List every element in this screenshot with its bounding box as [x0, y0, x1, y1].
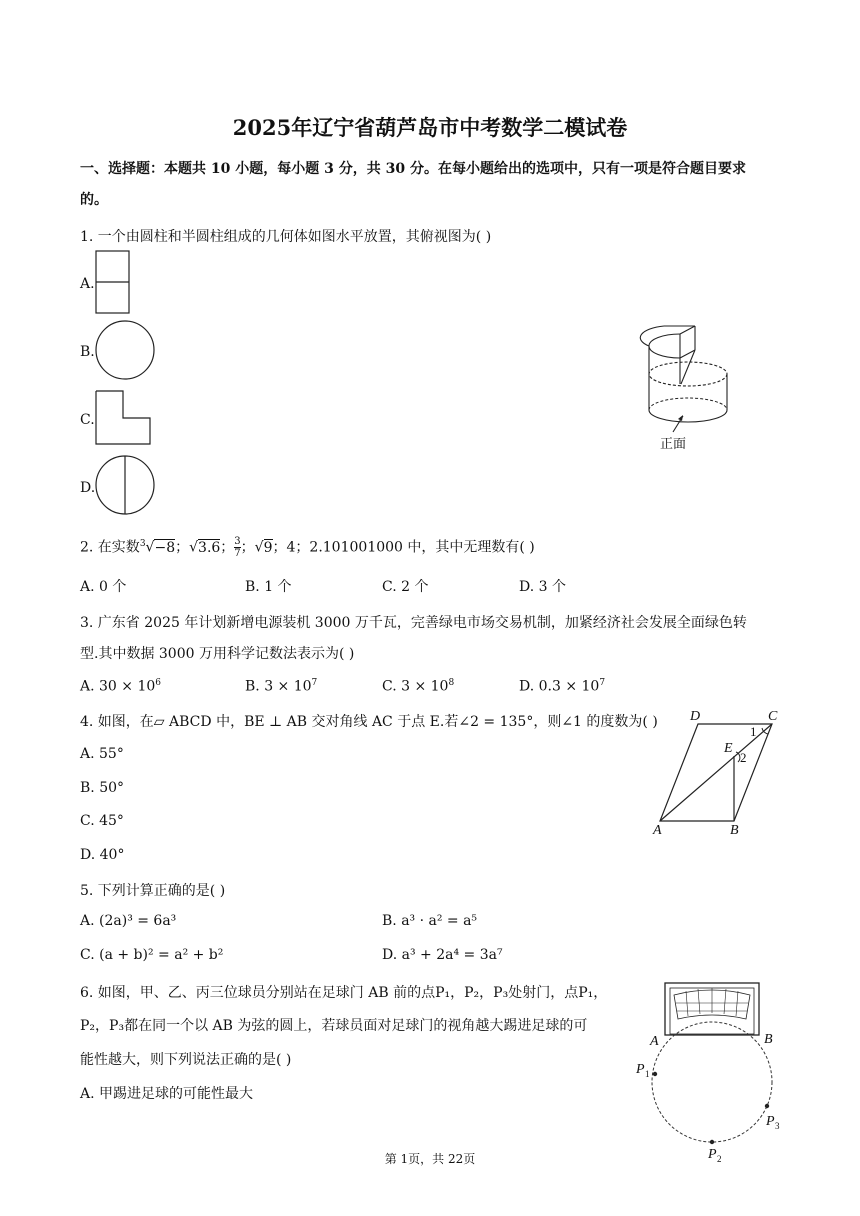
svg-text:2: 2 [717, 1154, 722, 1164]
q1-option-c-figure [95, 390, 153, 446]
q5-option-b: B. a³ · a² = a⁵ [382, 913, 478, 929]
page-title: 2025年辽宁省葫芦岛市中考数学二模试卷 [232, 115, 628, 140]
q5-stem: 5. 下列计算正确的是( ) [80, 883, 226, 899]
q6-option-a: A. 甲踢进足球的可能性最大 [80, 1086, 254, 1102]
q1-option-a-figure [95, 250, 131, 314]
q2-prefix: 2. 在实数 [80, 539, 140, 556]
q6-stem-line3: 能性越大，则下列说法正确的是( ) [80, 1052, 292, 1068]
q2-sqrt-2: 9 [263, 539, 273, 556]
q4-option-a: A. 55° [80, 746, 124, 762]
q6-stem-line1: 6. 如图，甲、乙、丙三位球员分别站在足球门 AB 前的点P₁，P₂，P₃处射门，点P₁， [80, 985, 608, 1001]
q6-label-p1: P [636, 1062, 645, 1077]
q1-option-d-label: D. [80, 480, 96, 496]
q1-stem: 1. 一个由圆柱和半圆柱组成的几何体如图水平放置，其俯视图为( ) [80, 229, 492, 245]
section-heading: 一、选择题：本题共 10 小题，每小题 3 分，共 30 分。在每小题给出的选项中，只有一项是符合题目要求 [80, 161, 746, 177]
q6-label-p2: P [708, 1147, 717, 1162]
q4-label-b: B [730, 823, 739, 838]
q6-goal-circle-figure [630, 975, 790, 1165]
q4-option-c: C. 45° [80, 813, 124, 829]
q4-label-e: E [724, 741, 733, 756]
svg-text:3: 3 [775, 1121, 780, 1131]
page-footer: 第 1页，共 22页 [384, 1152, 476, 1166]
q2-stem: 2. 在实数$^3$√−8；√3.6； $\frac{3}{7}$ ；√9；4；2.101001000 中，其中无理数有( ) [80, 536, 535, 559]
q4-label-c: C [768, 709, 778, 724]
q2-sqrt-1: 3.6 [198, 539, 221, 556]
q1-option-b-label: B. [80, 344, 95, 360]
q1-option-c-label: C. [80, 412, 95, 428]
q6-stem-line2: P₂，P₃都在同一个以 AB 为弦的圆上，若球员面对足球门的视角越大踢进足球的可 [80, 1018, 588, 1034]
q1-option-a-label: A. [80, 276, 95, 292]
q3-option-b: B. $3 \times 10^7$ [245, 678, 318, 695]
q5-option-d: D. a³ + 2a⁴ = 3a⁷ [382, 947, 503, 963]
q4-angle-1: 1 [750, 724, 757, 739]
q1-front-label: 正面 [660, 437, 687, 452]
q2-rest: ；4；2.101001000 中，其中无理数有( ) [272, 539, 535, 556]
q4-parallelogram-figure [650, 706, 790, 841]
q1-solid-figure [640, 320, 735, 455]
q4-label-d: D [690, 709, 701, 724]
q3-option-a: A. $30 \times 10^6$ [80, 678, 162, 695]
q2-cube-root: −8 [154, 539, 176, 556]
q4-stem: 4. 如图，在▱ ABCD 中，BE ⊥ AB 交对角线 AC 于点 E.若∠2 = 135°，则∠1 的度数为( ) [80, 714, 658, 730]
q1-option-d-figure [95, 455, 157, 517]
q6-label-b: B [764, 1032, 773, 1047]
q6-label-a: A [650, 1034, 659, 1049]
svg-text:1: 1 [645, 1069, 650, 1079]
q4-option-b: B. 50° [80, 780, 125, 796]
q6-label-p3: P [766, 1114, 775, 1129]
q2-option-a: A. 0 个 [80, 579, 127, 595]
q3-stem-line1: 3. 广东省 2025 年计划新增电源装机 3000 万千瓦，完善绿电市场交易机制，加紧经济社会发展全面绿色转 [80, 615, 747, 631]
q1-option-b-figure [95, 320, 157, 382]
q3-stem-line2: 型.其中数据 3000 万用科学记数法表示为( ) [80, 646, 355, 662]
q2-fraction: $\frac{3}{7}$ [234, 536, 241, 559]
q4-label-a: A [653, 823, 662, 838]
section-heading-cont: 的。 [80, 192, 108, 208]
q4-option-d: D. 40° [80, 847, 125, 863]
q2-option-b: B. 1 个 [245, 579, 292, 595]
q5-option-c: C. (a + b)² = a² + b² [80, 947, 224, 963]
q2-option-d: D. 3 个 [519, 579, 566, 595]
q5-option-a: A. (2a)³ = 6a³ [80, 913, 177, 929]
q3-option-c: C. $3 \times 10^8$ [382, 678, 455, 695]
q4-angle-2: 2 [740, 750, 747, 765]
q3-option-d: D. $0.3 \times 10^7$ [519, 678, 606, 695]
q2-option-c: C. 2 个 [382, 579, 429, 595]
